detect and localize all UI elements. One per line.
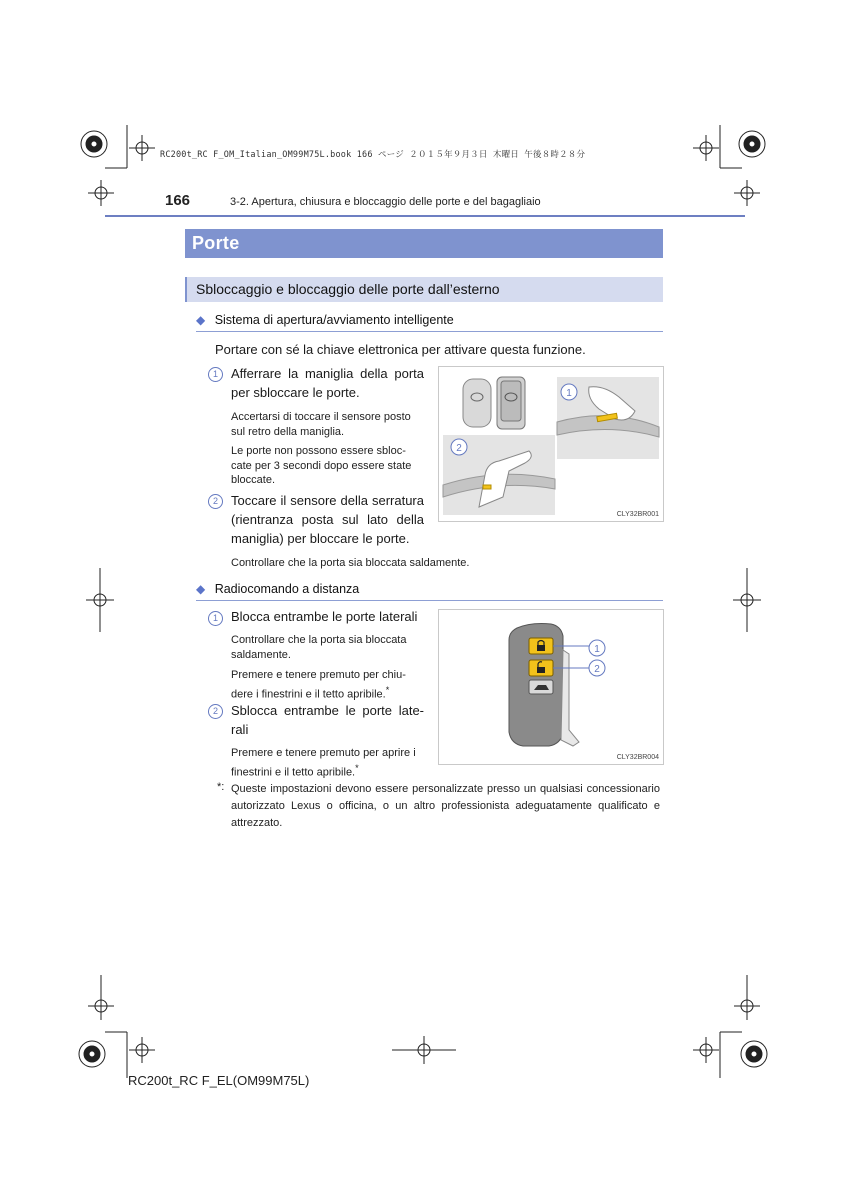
step2-line2: (rientranza posta sul lato della — [231, 512, 424, 527]
step1-note2-line1: Le porte non possono essere sbloc- — [231, 445, 406, 457]
footnote-line2: autorizzato Lexus o officina, o un altro professionista adeguatamente qualificato e — [231, 800, 660, 812]
figure2-callout-1: 1 — [594, 644, 600, 655]
footnote-marker: *: — [217, 781, 225, 793]
remote-step1-note1-line2: saldamente. — [231, 648, 291, 661]
remote-step1-note1 — [231, 633, 424, 662]
subsection-heading-2 — [196, 580, 359, 598]
step2-line1: Toccare il sensore della serratura — [231, 493, 424, 508]
step2-line3: maniglia) per bloccare le porte. — [231, 531, 410, 546]
step1-note1-line1: Accertarsi di toccare il sensore posto — [231, 411, 411, 423]
step2-text — [231, 491, 424, 548]
remote-step2-note-line1: Premere e tenere premuto per aprire i — [231, 747, 416, 759]
door-handle-illustration — [439, 367, 663, 521]
figure-remote — [438, 609, 664, 765]
remote-step-number-1: 1 — [208, 611, 223, 626]
step1-text — [231, 364, 424, 402]
figure2-callout-2: 2 — [594, 664, 600, 675]
footnote-line3: attrezzato. — [231, 817, 283, 829]
title-bar — [185, 229, 663, 258]
step1-line1: Afferrare la maniglia della porta — [231, 366, 424, 381]
page-title: Porte — [192, 233, 240, 253]
lock-note: Controllare che la porta sia bloccata saldamente. — [231, 557, 470, 569]
diamond-bullet-icon: ◆ — [196, 582, 206, 596]
subsection-title-1: Sistema di apertura/avviamento intelligente — [214, 313, 454, 327]
header-rule — [105, 215, 745, 217]
key-fob-icon — [463, 377, 525, 429]
remote-step2-line1: Sblocca entrambe le porte late- — [231, 703, 424, 718]
figure1-callout-2: 2 — [456, 443, 462, 454]
step1-line2: per sbloccare le porte. — [231, 385, 360, 400]
figure-door-handle — [438, 366, 664, 522]
remote-step2-note-line2: finestrini e il tetto apribile. — [231, 766, 356, 779]
subsection-title-2: Radiocomando a distanza — [214, 582, 360, 596]
subsection-rule-2 — [196, 600, 663, 601]
footnote-asterisk: * — [385, 684, 390, 695]
footnote-text — [231, 781, 660, 832]
subsection-heading-1 — [196, 311, 454, 329]
step1-note1-line2: sul retro della maniglia. — [231, 425, 345, 438]
remote-step1-note2 — [231, 668, 424, 702]
registration-rosette-icon — [81, 131, 107, 157]
remote-step1-note2-line2: dere i finestrini e il tetto apribile. — [231, 688, 386, 701]
step1-note2-line2: cate per 3 secondi dopo essere state — [231, 459, 412, 472]
page-number: 166 — [165, 192, 191, 209]
step1-note2 — [231, 444, 424, 488]
remote-step2-text — [231, 701, 424, 739]
footnote-asterisk: * — [355, 762, 359, 773]
remote-step2-note-line2-wrap — [231, 761, 424, 780]
print-info-line: RC200t_RC F_OM_Italian_OM99M75L.book 166 ページ ２０１５年９月３日 木曜日 午後８時２８分 — [160, 150, 586, 160]
figure-code-2: CLY32BR004 — [616, 754, 659, 761]
remote-step-number-2: 2 — [208, 704, 223, 719]
remote-step2-note — [231, 746, 424, 780]
step1-note2-line3: bloccate. — [231, 474, 276, 486]
smart-key-icon — [509, 624, 579, 747]
footnote-line1: Queste impostazioni devono essere personalizzate presso un qualsiasi concessionario — [231, 783, 660, 795]
step-number-2: 2 — [208, 494, 223, 509]
remote-key-illustration — [439, 610, 663, 764]
figure-code-1: CLY32BR001 — [616, 511, 659, 518]
figure1-callout-1: 1 — [566, 388, 572, 399]
diamond-bullet-icon: ◆ — [196, 313, 206, 327]
footer-text: RC200t_RC F_EL(OM99M75L) — [128, 1073, 310, 1088]
remote-step1-note2-line1: Premere e tenere premuto per chiu- — [231, 669, 406, 681]
step1-note1 — [231, 410, 424, 439]
remote-step1-note1-line1: Controllare che la porta sia bloccata — [231, 634, 407, 646]
chapter-title: 3-2. Apertura, chiusura e bloccaggio delle porte e del bagagliaio — [230, 196, 541, 208]
intro-text: Portare con sé la chiave elettronica per attivare questa funzione. — [215, 342, 586, 357]
remote-step2-line2: rali — [231, 722, 249, 737]
subsection-rule-1 — [196, 331, 663, 332]
remote-step1-note2-line2-wrap — [231, 683, 424, 702]
remote-step1-text: Blocca entrambe le porte laterali — [231, 609, 418, 624]
step-number-1: 1 — [208, 367, 223, 382]
section-title: Sbloccaggio e bloccaggio delle porte dall’esterno — [196, 281, 500, 297]
